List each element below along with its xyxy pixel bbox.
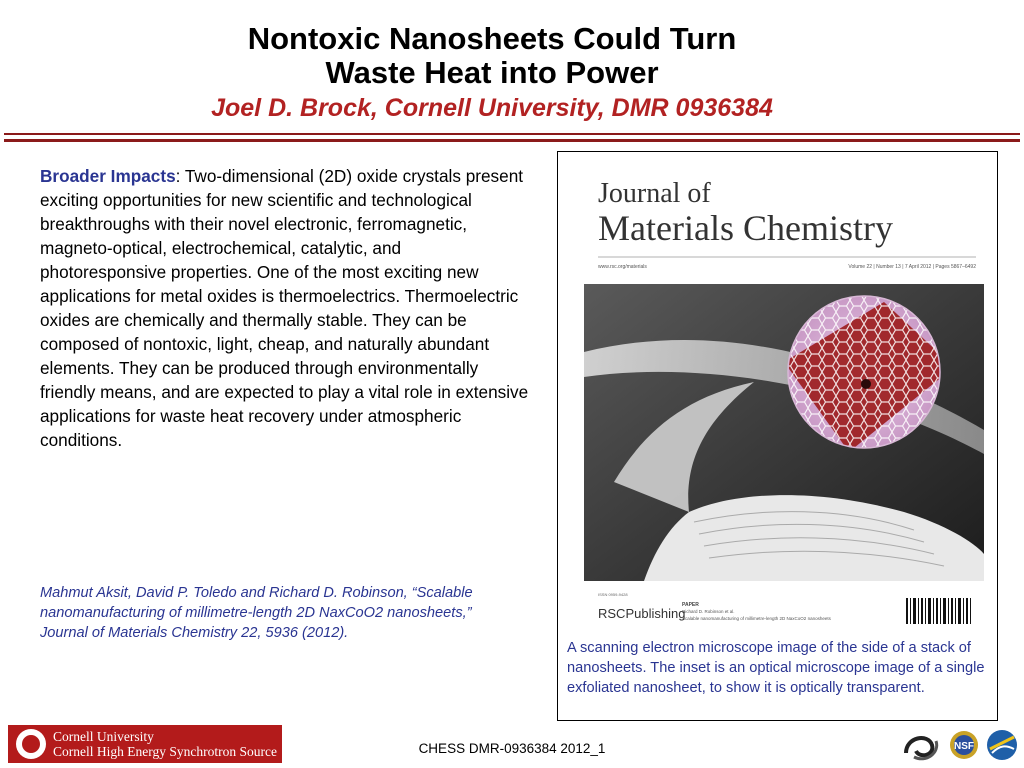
sponsor-logos xyxy=(902,723,1020,767)
citation: Mahmut Aksit, David P. Toledo and Richard D. Robinson, “Scalable nanomanufacturing of millimetre-length 2D NaxCoO2 nanosheets,” Journal of Materials Chemistry 22, 5936 (2012). xyxy=(40,585,473,641)
org-name-line-2: Cornell High Energy Synchrotron Source xyxy=(53,744,277,759)
header-rule-top xyxy=(4,133,1020,135)
paper-title: Scalable nanomanufacturing of millimetre-length 2D NaxCoO2 nanosheets xyxy=(682,616,831,621)
slide-id: CHESS DMR-0936384 2012_1 xyxy=(418,741,606,756)
figure-panel xyxy=(557,151,998,721)
title-line-1: Nontoxic Nanosheets Could Turn xyxy=(247,21,737,56)
figure-caption: A scanning electron microscope image of the side of a stack of nanosheets. The inset is an optical microscope image of a single exfoliated nanosheet, to show it is optically transparent. xyxy=(567,640,985,696)
broader-impacts-paragraph xyxy=(40,164,530,452)
paper-label: PAPER xyxy=(682,602,699,608)
journal-title-line-2: Materials Chemistry xyxy=(598,208,893,248)
gear-logo-icon xyxy=(950,731,978,759)
journal-issue: Volume 22 | Number 13 | 7 April 2012 | Pages 5867–6492 xyxy=(848,264,976,270)
broader-impacts-label: Broader Impacts xyxy=(40,166,176,186)
paper-authors: Richard D. Robinson et al. xyxy=(682,609,735,614)
slide-title xyxy=(0,22,984,90)
publisher-name: RSCPublishing xyxy=(598,606,686,621)
doe-logo-icon xyxy=(987,730,1017,760)
header-rule-bottom xyxy=(4,139,1020,142)
broader-impacts-text: : Two-dimensional (2D) oxide crystals present exciting opportunities for new scientific and technological breakthroughs with their novel electronic, ferromagnetic, magneto-optical, electrochemical, catalytic, and photoresponsive properties. One of the most exciting new applications for metal oxides is thermoelectrics. Thermoelectric oxides are chemically and thermally stable. They can be composed of nontoxic, light, cheap, and naturally abundant elements. They can be produced through environmentally friendly means, and are expected to play a vital role in extensive applications for waste heat recovery under atmospheric conditions. xyxy=(40,166,529,450)
journal-url: www.rsc.org/materials xyxy=(598,264,647,270)
org-name-line-1: Cornell University xyxy=(53,729,154,744)
swirl-logo-icon xyxy=(906,738,937,759)
journal-cover-image xyxy=(584,162,984,634)
journal-title-line-1: Journal of xyxy=(598,178,711,209)
title-line-2: Waste Heat into Power xyxy=(325,55,659,90)
slide-subtitle: Joel D. Brock, Cornell University, DMR 0936384 xyxy=(211,94,773,122)
nsf-label: NSF xyxy=(954,741,974,752)
journal-issn: ISSN 0959-9428 xyxy=(598,592,628,597)
